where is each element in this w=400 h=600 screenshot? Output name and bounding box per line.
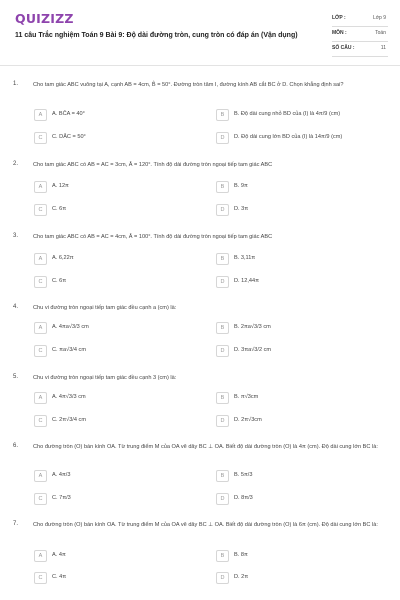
option-a[interactable] [34, 181, 214, 194]
meta-value: 11 [380, 45, 386, 51]
question-text: Cho đường tròn (O) bán kính OA. Từ trung điểm M của OA vẽ dây BC ⊥ OA. Biết độ dài đường tròn (O) là 4π (cm). Độ dài cung lớn BC là: [33, 444, 378, 450]
option-letter-badge: C [34, 204, 47, 216]
option-text: A. 12π [52, 183, 69, 189]
option-text: C. DÂC = 50° [52, 134, 86, 140]
meta-value: Lớp 9 [372, 15, 386, 21]
question-number: 6. [13, 443, 19, 449]
option-letter-badge: D [216, 132, 229, 144]
option-text: A. 4π [52, 552, 66, 558]
option-letter-badge: B [216, 181, 229, 193]
option-b[interactable] [216, 322, 396, 335]
option-letter-badge: B [216, 392, 229, 404]
option-b[interactable] [216, 253, 396, 266]
option-a[interactable] [34, 253, 214, 266]
meta-value: Toán [375, 30, 386, 36]
quizizz-logo: QUIZIZZ [15, 11, 74, 26]
question-text: Cho tam giác ABC có AB = AC = 4cm, Â = 100°. Tính độ dài đường tròn ngoại tiếp tam giác ABC [33, 234, 273, 240]
option-c[interactable] [34, 276, 214, 289]
option-text: D. 12,44π [234, 278, 260, 284]
option-text: D. 3π [234, 206, 249, 212]
option-d[interactable] [216, 276, 396, 289]
question-number: 5. [13, 374, 19, 380]
option-d[interactable] [216, 572, 396, 585]
option-letter-badge: A [34, 181, 47, 193]
option-text: B. 5π/3 [234, 472, 253, 478]
meta-label: MÔN : [332, 30, 347, 36]
option-text: A. 4πa√3/3 cm [52, 324, 89, 330]
option-b[interactable] [216, 109, 396, 122]
option-d[interactable] [216, 204, 396, 217]
option-letter-badge: C [34, 345, 47, 357]
question-text: Chu vi đường tròn ngoại tiếp tam giác đều cạnh a (cm) là: [33, 305, 177, 311]
option-text: D. 2π [234, 574, 249, 580]
option-d[interactable] [216, 132, 396, 145]
option-text: C. 4π [52, 574, 67, 580]
option-letter-badge: C [34, 132, 47, 144]
option-letter-badge: D [216, 276, 229, 288]
option-text: A. 6,22π [52, 255, 74, 261]
option-letter-badge: B [216, 550, 229, 562]
option-text: A. 4π√3/3 cm [52, 394, 86, 400]
option-b[interactable] [216, 550, 396, 563]
option-letter-badge: A [34, 253, 47, 265]
option-letter-badge: B [216, 109, 229, 121]
option-c[interactable] [34, 204, 214, 217]
worksheet-title: 11 câu Trắc nghiệm Toán 9 Bài 9: Độ dài đường tròn, cung tròn có đáp án (Vận dụng) [15, 32, 298, 39]
option-c[interactable] [34, 415, 214, 428]
option-text: B. 3,11π [234, 255, 256, 261]
worksheet-header [0, 0, 400, 66]
option-letter-badge: A [34, 470, 47, 482]
option-letter-badge: A [34, 392, 47, 404]
question-text: Cho đường tròn (O) bán kính OA. Từ trung điểm M của OA vẽ dây BC ⊥ OA. Biết độ dài đường tròn (O) là 6π (cm). Độ dài cung lớn BC là: [33, 522, 378, 528]
option-text: D. 2π√3cm [234, 417, 262, 423]
option-a[interactable] [34, 470, 214, 483]
meta-table [332, 12, 388, 57]
option-text: B. 2πa√3/3 cm [234, 324, 271, 330]
option-letter-badge: D [216, 204, 229, 216]
option-a[interactable] [34, 550, 214, 563]
option-letter-badge: C [34, 493, 47, 505]
option-text: D. 3πa√3/2 cm [234, 347, 272, 353]
option-b[interactable] [216, 181, 396, 194]
question-number: 1. [13, 81, 19, 87]
option-text: B. π√3cm [234, 394, 259, 400]
option-letter-badge: D [216, 415, 229, 427]
option-c[interactable] [34, 572, 214, 585]
option-letter-badge: A [34, 109, 47, 121]
option-d[interactable] [216, 493, 396, 506]
meta-label: SỐ CÂU : [332, 45, 355, 51]
option-text: C. πa√3/4 cm [52, 347, 86, 353]
option-letter-badge: D [216, 493, 229, 505]
option-text: C. 7π/3 [52, 495, 71, 501]
option-letter-badge: B [216, 470, 229, 482]
option-c[interactable] [34, 345, 214, 358]
meta-row-subject [332, 27, 388, 42]
question-number: 7. [13, 521, 19, 527]
option-letter-badge: B [216, 322, 229, 334]
meta-row-class [332, 12, 388, 27]
option-b[interactable] [216, 470, 396, 483]
option-d[interactable] [216, 345, 396, 358]
question-number: 4. [13, 304, 19, 310]
option-text: C. 6π [52, 278, 67, 284]
meta-row-count [332, 42, 388, 57]
option-text: C. 2π√3/4 cm [52, 417, 86, 423]
question-number: 3. [13, 233, 19, 239]
question-text: Chu vi đường tròn ngoại tiếp tam giác đều cạnh 3 (cm) là: [33, 375, 177, 381]
option-text: A. BĈA = 40° [52, 111, 85, 117]
option-letter-badge: A [34, 322, 47, 334]
question-text: Cho tam giác ABC vuông tại A, cạnh AB = 4cm, B̂ = 50°. Đường tròn tâm I, đường kính AB cắt BC ở D. Chọn khẳng định sai? [33, 82, 344, 88]
option-letter-badge: C [34, 572, 47, 584]
option-a[interactable] [34, 392, 214, 405]
question-number: 2. [13, 161, 19, 167]
option-text: C. 6π [52, 206, 67, 212]
option-letter-badge: C [34, 276, 47, 288]
option-text: A. 4π/3 [52, 472, 71, 478]
option-text: B. 9π [234, 183, 248, 189]
option-letter-badge: B [216, 253, 229, 265]
option-a[interactable] [34, 322, 214, 335]
option-letter-badge: D [216, 572, 229, 584]
meta-label: LỚP : [332, 15, 346, 21]
option-b[interactable] [216, 392, 396, 405]
question-text: Cho tam giác ABC có AB = AC = 3cm, Â = 120°. Tính độ dài đường tròn ngoại tiếp tam giác ABC [33, 162, 273, 168]
option-text: D. Độ dài cung lớn BD của (I) là 14π/9 (cm) [234, 134, 343, 140]
option-a[interactable] [34, 109, 214, 122]
option-letter-badge: A [34, 550, 47, 562]
option-c[interactable] [34, 493, 214, 506]
option-text: B. 8π [234, 552, 248, 558]
option-letter-badge: C [34, 415, 47, 427]
option-text: D. 8π/3 [234, 495, 253, 501]
option-d[interactable] [216, 415, 396, 428]
option-text: B. Độ dài cung nhỏ BD của (I) là 4π/9 (cm) [234, 111, 341, 117]
option-c[interactable] [34, 132, 214, 145]
option-letter-badge: D [216, 345, 229, 357]
